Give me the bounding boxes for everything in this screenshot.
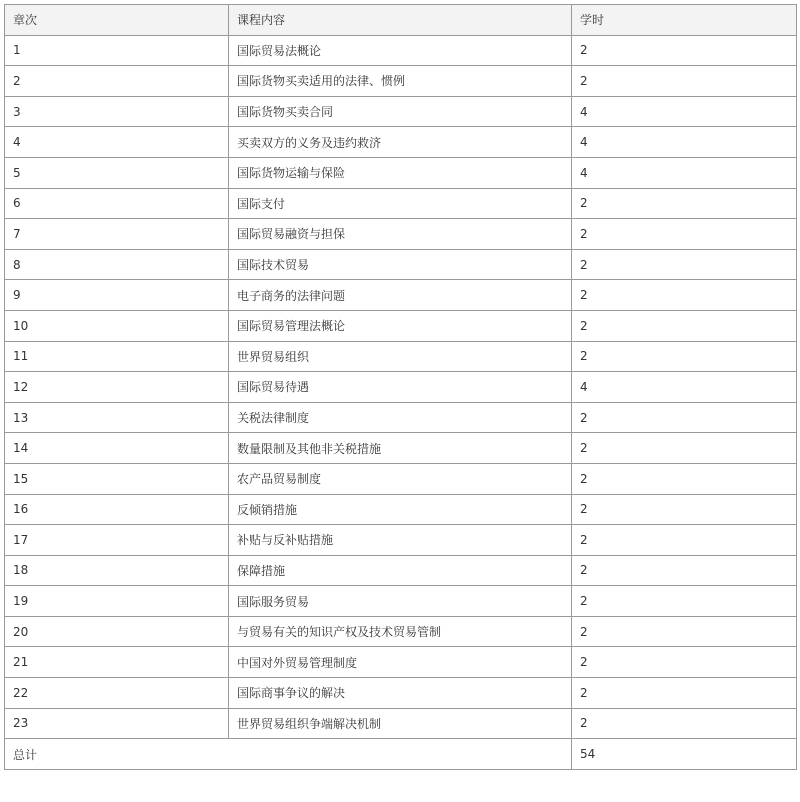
- course-content-cell: 国际货物买卖合同: [229, 96, 572, 127]
- chapter-cell: 1: [5, 35, 229, 66]
- hours-cell: 2: [572, 555, 797, 586]
- header-row: [5, 5, 797, 36]
- course-content-cell: 国际商事争议的解决: [229, 678, 572, 709]
- table-row: [5, 127, 797, 158]
- table-row: [5, 66, 797, 97]
- hours-cell: 2: [572, 188, 797, 219]
- table-row: [5, 188, 797, 219]
- table-row: [5, 341, 797, 372]
- chapter-cell: 4: [5, 127, 229, 158]
- chapter-cell: 11: [5, 341, 229, 372]
- header-course-content: 课程内容: [229, 5, 572, 36]
- table-row: [5, 280, 797, 311]
- hours-cell: 4: [572, 157, 797, 188]
- total-label: 总计: [5, 739, 572, 770]
- table-row: [5, 678, 797, 709]
- course-content-cell: 数量限制及其他非关税措施: [229, 433, 572, 464]
- hours-cell: 2: [572, 678, 797, 709]
- hours-cell: 2: [572, 647, 797, 678]
- course-content-cell: 电子商务的法律问题: [229, 280, 572, 311]
- hours-cell: 2: [572, 525, 797, 556]
- course-hours-table: [4, 4, 797, 770]
- hours-cell: 2: [572, 249, 797, 280]
- table-row: [5, 463, 797, 494]
- hours-cell: 2: [572, 586, 797, 617]
- chapter-cell: 18: [5, 555, 229, 586]
- chapter-cell: 22: [5, 678, 229, 709]
- hours-cell: 2: [572, 310, 797, 341]
- course-content-cell: 世界贸易组织争端解决机制: [229, 708, 572, 739]
- hours-cell: 2: [572, 219, 797, 250]
- hours-cell: 2: [572, 280, 797, 311]
- chapter-cell: 16: [5, 494, 229, 525]
- hours-cell: 2: [572, 433, 797, 464]
- table-row: [5, 555, 797, 586]
- course-content-cell: 保障措施: [229, 555, 572, 586]
- course-content-cell: 国际贸易法概论: [229, 35, 572, 66]
- chapter-cell: 5: [5, 157, 229, 188]
- chapter-cell: 19: [5, 586, 229, 617]
- chapter-cell: 10: [5, 310, 229, 341]
- hours-cell: 2: [572, 341, 797, 372]
- chapter-cell: 17: [5, 525, 229, 556]
- chapter-cell: 14: [5, 433, 229, 464]
- chapter-cell: 6: [5, 188, 229, 219]
- table-row: [5, 586, 797, 617]
- course-content-cell: 国际支付: [229, 188, 572, 219]
- chapter-cell: 2: [5, 66, 229, 97]
- course-content-cell: 农产品贸易制度: [229, 463, 572, 494]
- total-row: [5, 739, 797, 770]
- chapter-cell: 3: [5, 96, 229, 127]
- hours-cell: 4: [572, 372, 797, 403]
- table-row: [5, 157, 797, 188]
- chapter-cell: 8: [5, 249, 229, 280]
- table-row: [5, 219, 797, 250]
- course-table-container: [4, 4, 797, 770]
- table-row: [5, 402, 797, 433]
- table-row: [5, 310, 797, 341]
- table-row: [5, 708, 797, 739]
- table-body: [5, 35, 797, 739]
- table-row: [5, 372, 797, 403]
- chapter-cell: 23: [5, 708, 229, 739]
- chapter-cell: 7: [5, 219, 229, 250]
- hours-cell: 2: [572, 463, 797, 494]
- header-hours: 学时: [572, 5, 797, 36]
- course-content-cell: 反倾销措施: [229, 494, 572, 525]
- table-row: [5, 249, 797, 280]
- chapter-cell: 15: [5, 463, 229, 494]
- hours-cell: 2: [572, 66, 797, 97]
- chapter-cell: 12: [5, 372, 229, 403]
- table-row: [5, 616, 797, 647]
- course-content-cell: 国际贸易管理法概论: [229, 310, 572, 341]
- table-row: [5, 35, 797, 66]
- hours-cell: 2: [572, 616, 797, 647]
- hours-cell: 2: [572, 708, 797, 739]
- hours-cell: 2: [572, 402, 797, 433]
- table-header: [5, 5, 797, 36]
- table-row: [5, 433, 797, 464]
- table-row: [5, 647, 797, 678]
- header-chapter: 章次: [5, 5, 229, 36]
- hours-cell: 2: [572, 35, 797, 66]
- table-row: [5, 525, 797, 556]
- hours-cell: 4: [572, 127, 797, 158]
- course-content-cell: 关税法律制度: [229, 402, 572, 433]
- course-content-cell: 国际服务贸易: [229, 586, 572, 617]
- course-content-cell: 国际贸易待遇: [229, 372, 572, 403]
- course-content-cell: 买卖双方的义务及违约救济: [229, 127, 572, 158]
- total-hours: 54: [572, 739, 797, 770]
- course-content-cell: 中国对外贸易管理制度: [229, 647, 572, 678]
- course-content-cell: 国际货物买卖适用的法律、惯例: [229, 66, 572, 97]
- course-content-cell: 世界贸易组织: [229, 341, 572, 372]
- course-content-cell: 国际贸易融资与担保: [229, 219, 572, 250]
- course-content-cell: 国际货物运输与保险: [229, 157, 572, 188]
- chapter-cell: 21: [5, 647, 229, 678]
- course-content-cell: 补贴与反补贴措施: [229, 525, 572, 556]
- hours-cell: 2: [572, 494, 797, 525]
- chapter-cell: 20: [5, 616, 229, 647]
- course-content-cell: 与贸易有关的知识产权及技术贸易管制: [229, 616, 572, 647]
- chapter-cell: 9: [5, 280, 229, 311]
- hours-cell: 4: [572, 96, 797, 127]
- table-footer: [5, 739, 797, 770]
- table-row: [5, 494, 797, 525]
- course-content-cell: 国际技术贸易: [229, 249, 572, 280]
- chapter-cell: 13: [5, 402, 229, 433]
- table-row: [5, 96, 797, 127]
